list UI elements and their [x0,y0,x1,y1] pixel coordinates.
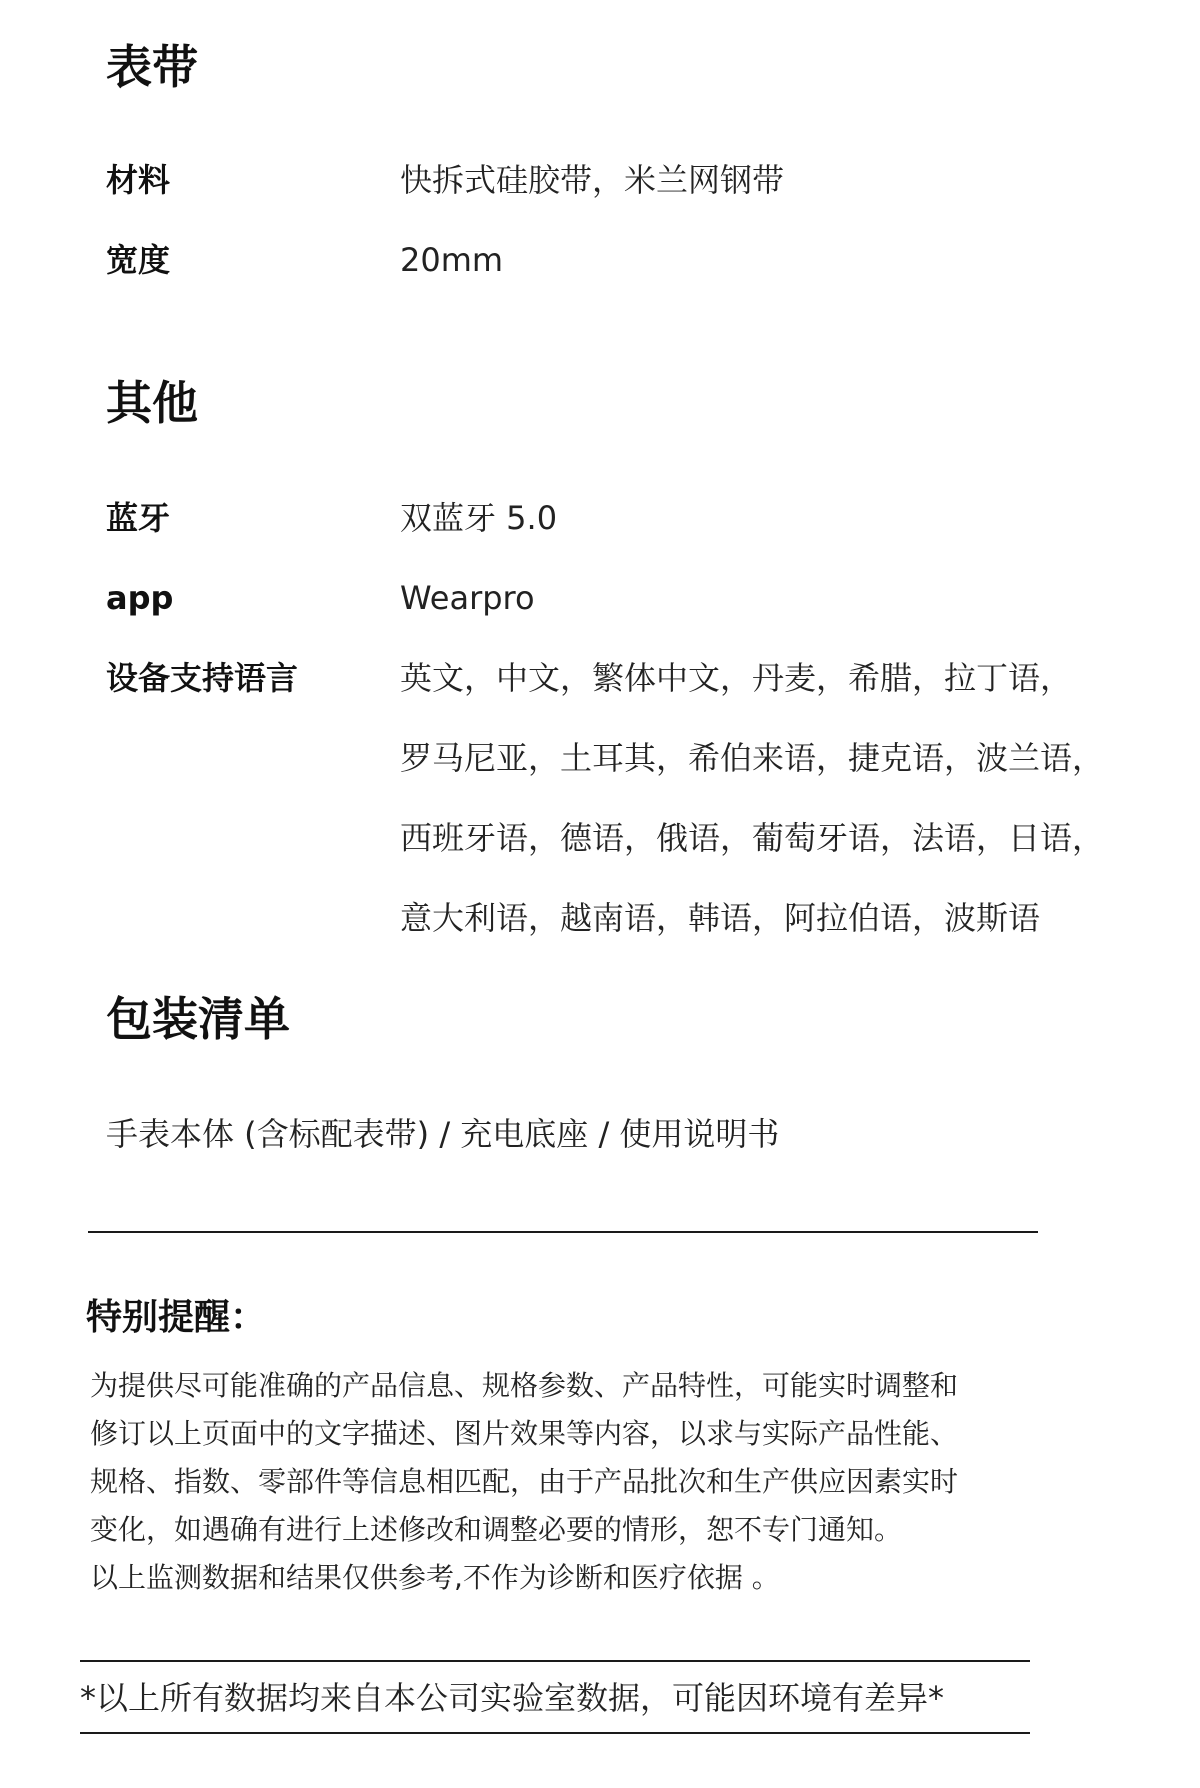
notice-line: 规格、指数、零部件等信息相匹配，由于产品批次和生产供应因素实时 [90,1465,959,1498]
spec-value-app: Wearpro [400,579,535,617]
spec-value-material: 快拆式硅胶带，米兰网钢带 [400,161,785,199]
spec-row-bluetooth [106,498,1186,538]
notice-line: 变化，如遇确有进行上述修改和调整必要的情形，恕不专门通知。 [90,1513,903,1546]
spec-label-material: 材料 [106,161,171,199]
spec-value-width: 20mm [400,241,504,279]
spec-row-languages [106,658,1186,938]
language-line: 意大利语，越南语，韩语，阿拉伯语，波斯语 [400,899,1041,937]
notice-title: 特别提醒： [86,1297,267,1338]
spec-row-material [106,160,1186,200]
notice-line: 以上监测数据和结果仅供参考,不作为诊断和医疗依据 。 [90,1561,780,1594]
language-line: 英文，中文，繁体中文，丹麦，希腊，拉丁语， [400,659,1073,697]
footer-top-rule [80,1660,1030,1662]
spec-row-app [106,578,1186,618]
spec-label-app: app [106,579,174,617]
package-contents: 手表本体 (含标配表带) / 充电底座 / 使用说明书 [106,1115,780,1153]
divider [88,1231,1038,1233]
footer-note: *以上所有数据均来自本公司实验室数据，可能因环境有差异* [80,1679,945,1717]
section-title-strap: 表带 [106,40,198,94]
notice-body [90,1362,1050,1602]
section-title-package: 包装清单 [106,992,290,1046]
spec-row-width [106,240,1186,280]
spec-value-languages [400,658,1104,938]
section-title-other: 其他 [106,376,198,430]
notice-line: 为提供尽可能准确的产品信息、规格参数、产品特性，可能实时调整和 [90,1369,959,1402]
footer-bottom-rule [80,1732,1030,1734]
spec-label-width: 宽度 [106,241,171,279]
notice-line: 修订以上页面中的文字描述、图片效果等内容，以求与实际产品性能、 [90,1417,959,1450]
language-line: 西班牙语，德语，俄语，葡萄牙语，法语，日语， [400,819,1105,857]
spec-label-bluetooth: 蓝牙 [106,499,171,537]
spec-value-bluetooth: 双蓝牙 5.0 [400,499,558,537]
spec-label-languages: 设备支持语言 [106,659,299,697]
language-line: 罗马尼亚，土耳其，希伯来语，捷克语，波兰语， [400,739,1105,777]
